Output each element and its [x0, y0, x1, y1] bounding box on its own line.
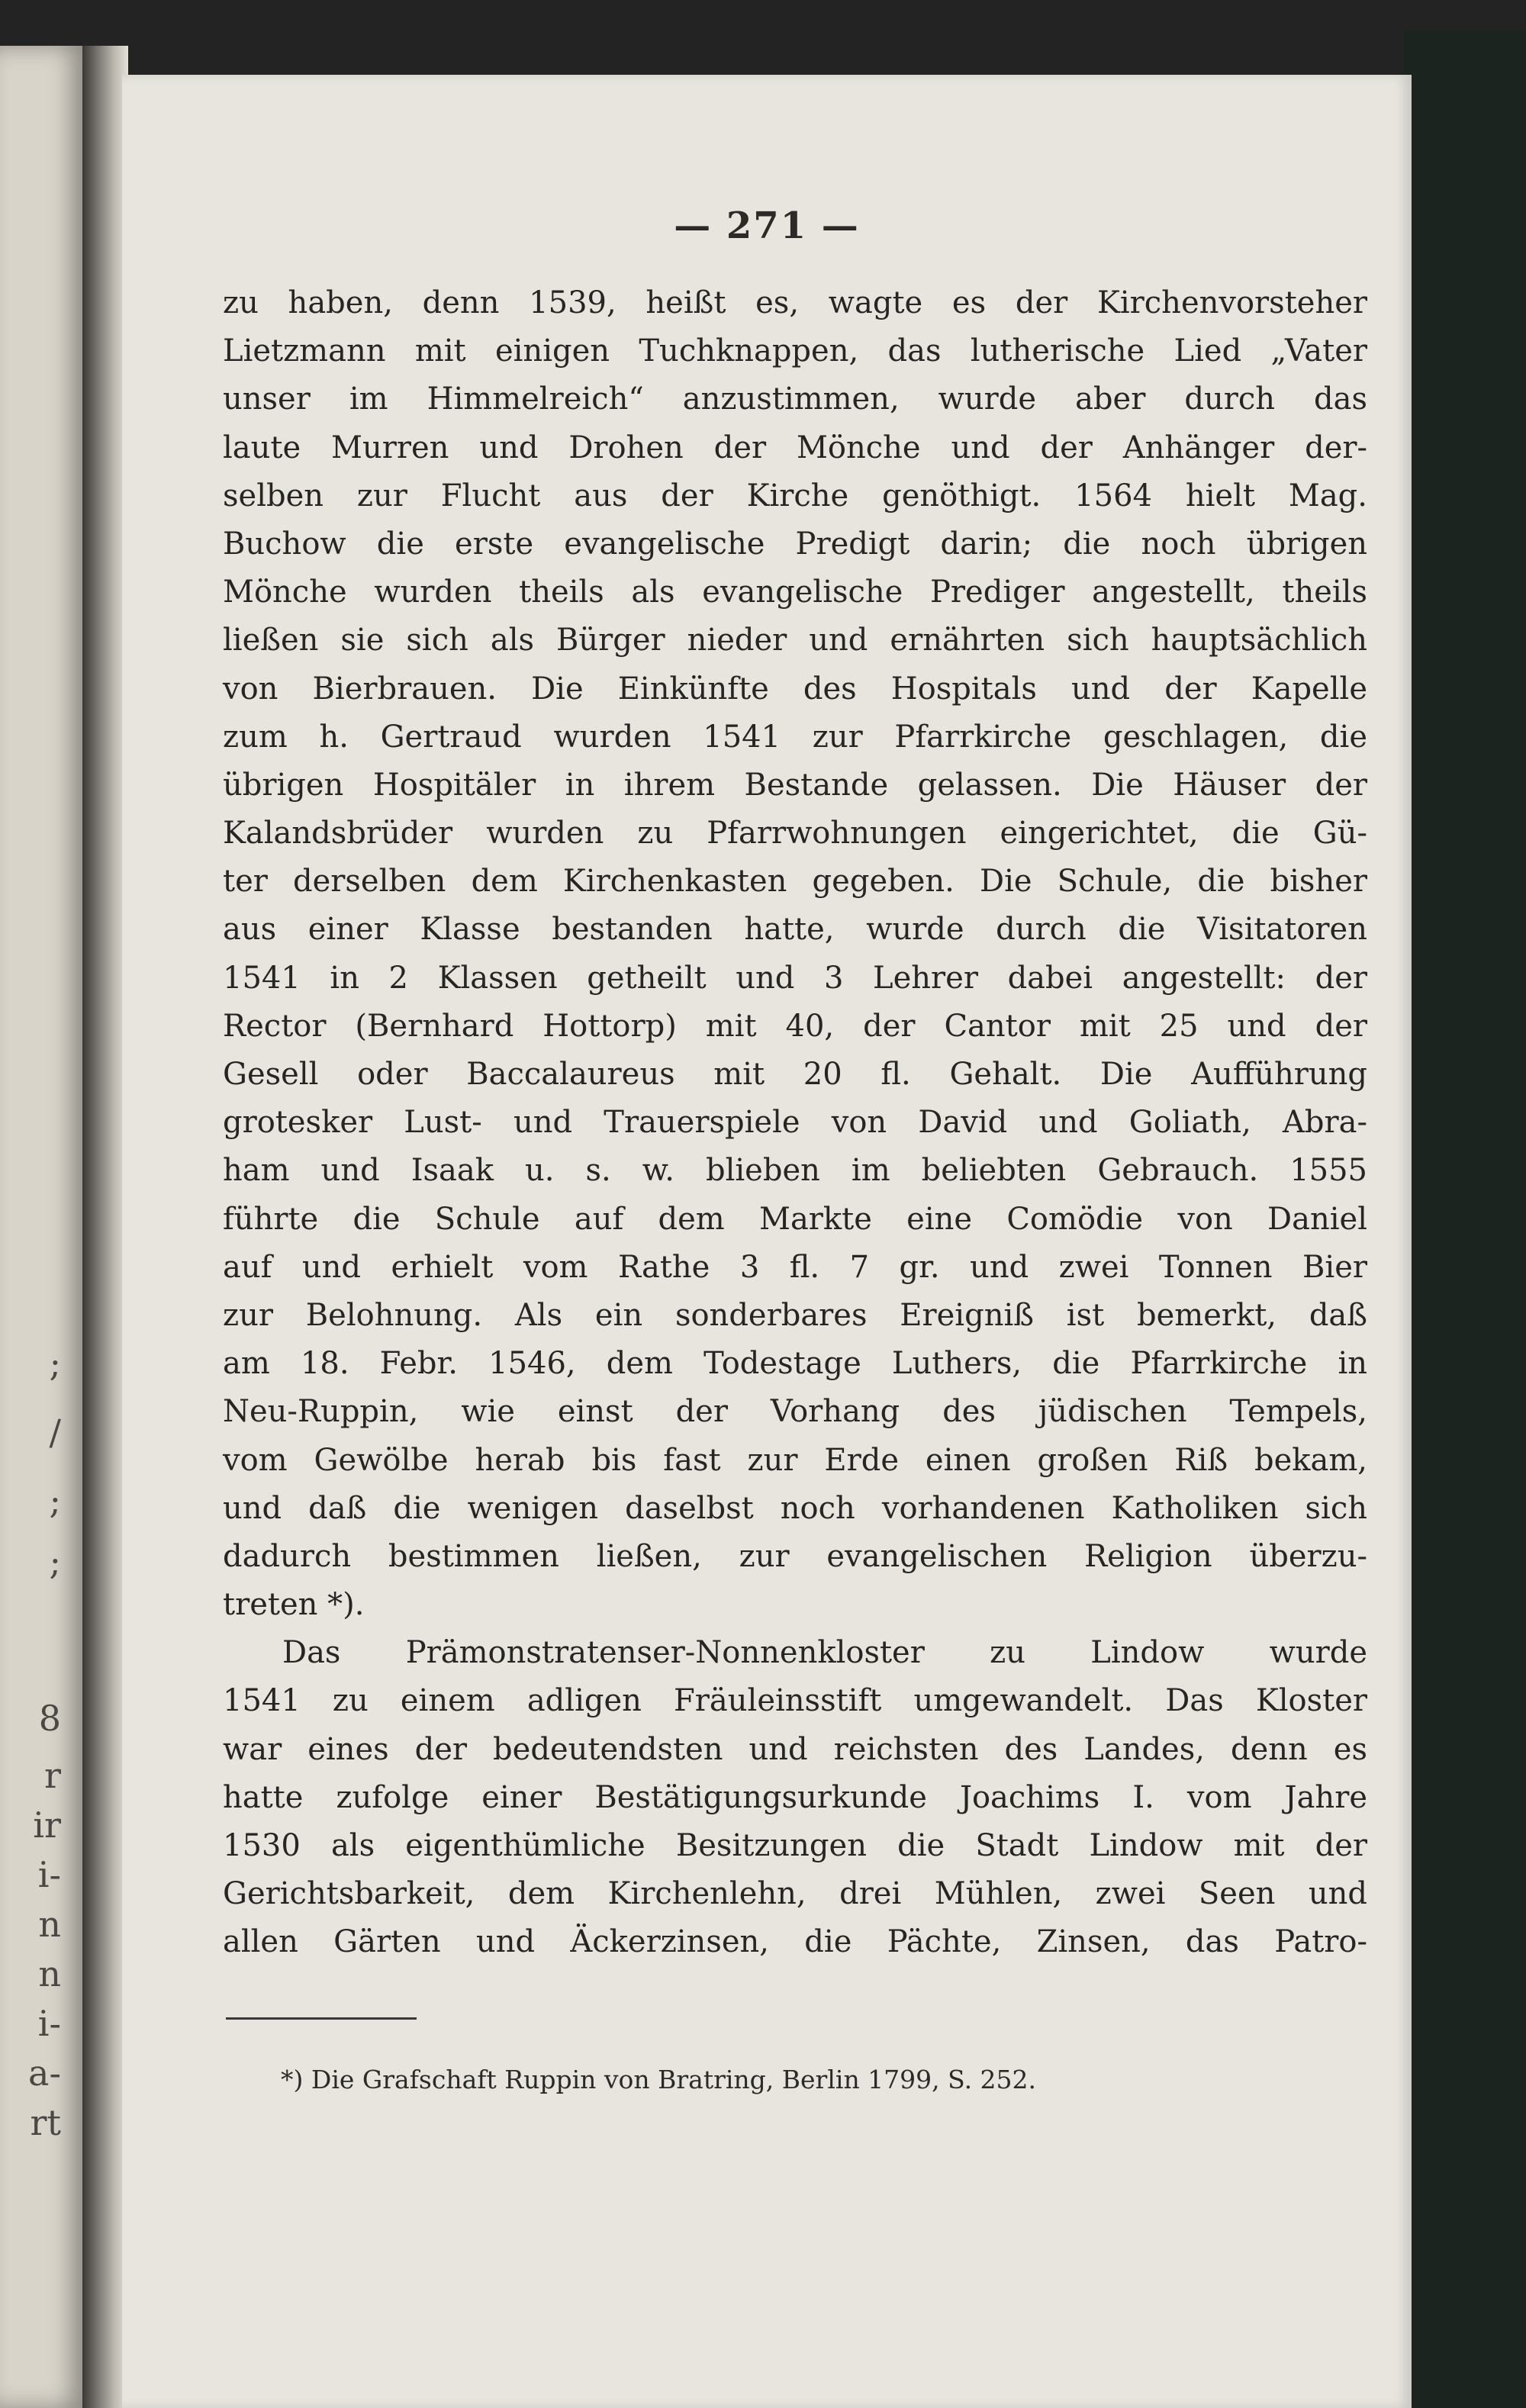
- text-line: von Bierbrauen. Die Einkünfte des Hospitals und der Kapelle: [223, 671, 1367, 707]
- text-line: unser im Himmelreich“ anzustimmen, wurde aber durch das: [223, 381, 1367, 417]
- page-number: — 271 —: [674, 204, 860, 247]
- left-page-fragment: n: [38, 1953, 61, 1994]
- text-line: Gesell oder Baccalaureus mit 20 fl. Gehalt. Die Aufführung: [223, 1057, 1367, 1092]
- left-facing-page: [0, 46, 85, 2408]
- left-page-fragment: i-: [37, 2003, 61, 2044]
- text-line: allen Gärten und Äckerzinsen, die Pächte, Zinsen, das Patro-: [223, 1924, 1367, 1960]
- body-text: [223, 279, 1367, 1967]
- text-line: Kalandsbrüder wurden zu Pfarrwohnungen eingerichtet, die Gü-: [223, 816, 1367, 851]
- text-line: führte die Schule auf dem Markte eine Comödie von Daniel: [223, 1201, 1367, 1237]
- left-page-fragment: r: [44, 1755, 61, 1796]
- text-line: laute Murren und Drohen der Mönche und der Anhänger der-: [223, 430, 1367, 465]
- left-page-fragment: rt: [30, 2102, 61, 2143]
- book-page: [122, 75, 1412, 2408]
- footnote: *) Die Grafschaft Ruppin von Bratring, Berlin 1799, S. 252.: [281, 2065, 1037, 2094]
- text-line: Neu-Ruppin, wie einst der Vorhang des jüdischen Tempels,: [223, 1394, 1367, 1430]
- text-line: aus einer Klasse bestanden hatte, wurde durch die Visitatoren: [223, 912, 1367, 948]
- left-page-fragment: 8: [38, 1698, 61, 1739]
- text-line: ter derselben dem Kirchenkasten gegeben. Die Schule, die bisher: [223, 864, 1367, 900]
- left-page-fragment: a-: [28, 2052, 61, 2094]
- text-line: 1541 zu einem adligen Fräuleinsstift umgewandelt. Das Kloster: [223, 1683, 1367, 1719]
- left-page-fragment: /: [49, 1412, 61, 1453]
- text-line: Lietzmann mit einigen Tuchknappen, das lutherische Lied „Vater: [223, 333, 1367, 369]
- text-line: am 18. Febr. 1546, dem Todestage Luthers, die Pfarrkirche in: [223, 1346, 1367, 1382]
- text-line: Rector (Bernhard Hottorp) mit 40, der Cantor mit 25 und der: [223, 1008, 1367, 1044]
- text-line: hatte zufolge einer Bestätigungsurkunde Joachims I. vom Jahre: [223, 1779, 1367, 1815]
- text-line: und daß die wenigen daselbst noch vorhandenen Katholiken sich: [223, 1490, 1367, 1526]
- text-line: Mönche wurden theils als evangelische Prediger angestellt, theils: [223, 575, 1367, 610]
- text-line: ließen sie sich als Bürger nieder und ernährten sich hauptsächlich: [223, 623, 1367, 658]
- text-line: dadurch bestimmen ließen, zur evangelischen Religion überzu-: [223, 1538, 1367, 1574]
- text-line: selben zur Flucht aus der Kirche genöthigt. 1564 hielt Mag.: [223, 478, 1367, 513]
- left-page-fragment: ;: [49, 1480, 61, 1521]
- text-line: zur Belohnung. Als ein sonderbares Ereigniß ist bemerkt, daß: [223, 1297, 1367, 1333]
- text-line: grotesker Lust- und Trauerspiele von David und Goliath, Abra-: [223, 1105, 1367, 1141]
- paragraph-end-line: treten *).: [223, 1587, 365, 1623]
- left-page-fragment: i-: [37, 1854, 61, 1895]
- text-line: Buchow die erste evangelische Predigt darin; die noch übrigen: [223, 526, 1367, 562]
- footnote-divider: [226, 2017, 417, 2020]
- text-line: übrigen Hospitäler in ihrem Bestande gelassen. Die Häuser der: [223, 767, 1367, 803]
- text-line: auf und erhielt vom Rathe 3 fl. 7 gr. und zwei Tonnen Bier: [223, 1249, 1367, 1285]
- left-page-fragment: ir: [33, 1804, 61, 1846]
- left-page-fragment: n: [38, 1904, 61, 1945]
- book-cover-edge: [1404, 31, 1526, 2408]
- paragraph-start-line: Das Prämonstratenser-Nonnenkloster zu Lindow wurde: [282, 1635, 1367, 1671]
- text-line: vom Gewölbe herab bis fast zur Erde einen großen Riß bekam,: [223, 1442, 1367, 1478]
- left-page-fragment: ;: [49, 1541, 61, 1582]
- left-page-fragment: ;: [49, 1343, 61, 1384]
- text-line: war eines der bedeutendsten und reichsten des Landes, denn es: [223, 1731, 1367, 1767]
- text-line: 1541 in 2 Klassen getheilt und 3 Lehrer dabei angestellt: der: [223, 960, 1367, 996]
- text-line: zum h. Gertraud wurden 1541 zur Pfarrkirche geschlagen, die: [223, 719, 1367, 755]
- book-gutter: [82, 46, 128, 2408]
- text-line: Gerichtsbarkeit, dem Kirchenlehn, drei Mühlen, zwei Seen und: [223, 1876, 1367, 1912]
- text-line: 1530 als eigenthümliche Besitzungen die Stadt Lindow mit der: [223, 1828, 1367, 1863]
- text-line: ham und Isaak u. s. w. blieben im beliebten Gebrauch. 1555: [223, 1153, 1367, 1189]
- text-line: zu haben, denn 1539, heißt es, wagte es der Kirchenvorsteher: [223, 285, 1367, 320]
